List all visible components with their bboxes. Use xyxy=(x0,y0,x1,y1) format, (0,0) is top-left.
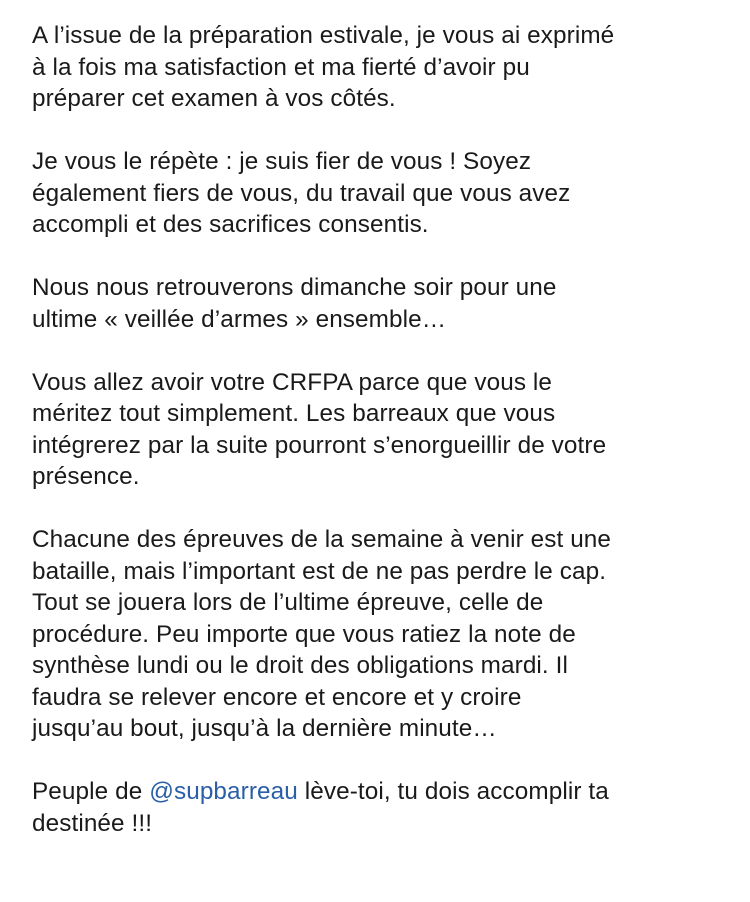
closing-paragraph xyxy=(32,776,732,839)
text-line: jusqu’au bout, jusqu’à la dernière minute… xyxy=(32,715,497,742)
note-text-body xyxy=(32,20,732,839)
paragraph-2 xyxy=(32,146,732,241)
text-line: Tout se jouera lors de l’ultime épreuve, celle de xyxy=(32,589,544,616)
text-line: synthèse lundi ou le droit des obligations mardi. Il xyxy=(32,652,568,679)
text-line: méritez tout simplement. Les barreaux que vous xyxy=(32,400,556,427)
paragraph-3 xyxy=(32,272,732,335)
text-line: faudra se relever encore et encore et y croire xyxy=(32,683,522,711)
text-line: Chacune des épreuves de la semaine à venir est une xyxy=(32,526,612,553)
text-line: présence. xyxy=(32,463,140,490)
paragraph-5 xyxy=(32,524,732,745)
closing-line xyxy=(32,776,732,808)
paragraph-4 xyxy=(32,367,732,493)
text-line: ultime « veillée d’armes » ensemble… xyxy=(32,305,447,333)
text-line: A l’issue de la préparation estivale, je vous ai exprimé xyxy=(32,22,615,49)
text-line: procédure. Peu importe que vous ratiez la note de xyxy=(32,620,576,648)
closing-prefix: Peuple de xyxy=(32,778,150,805)
mention-link-supbarreau[interactable]: @supbarreau xyxy=(149,778,298,805)
text-line: destinée !!! xyxy=(32,809,153,837)
text-line: accompli et des sacrifices consentis. xyxy=(32,211,429,238)
text-line: bataille, mais l’important est de ne pas perdre le cap. xyxy=(32,557,607,585)
text-line: Nous nous retrouverons dimanche soir pour une xyxy=(32,274,557,301)
text-line: préparer cet examen à vos côtés. xyxy=(32,85,396,112)
text-line: Je vous le répète : je suis fier de vous ! Soyez xyxy=(32,148,532,175)
text-line: à la fois ma satisfaction et ma fierté d’avoir pu xyxy=(32,53,530,81)
paragraph-1 xyxy=(32,20,732,115)
text-line: Vous allez avoir votre CRFPA parce que vous le xyxy=(32,368,553,396)
text-line: également fiers de vous, du travail que vous avez xyxy=(32,179,571,207)
closing-suffix: lève-toi, tu dois accomplir ta xyxy=(297,778,609,805)
text-line: intégrerez par la suite pourront s’enorgueillir de votre xyxy=(32,431,607,459)
